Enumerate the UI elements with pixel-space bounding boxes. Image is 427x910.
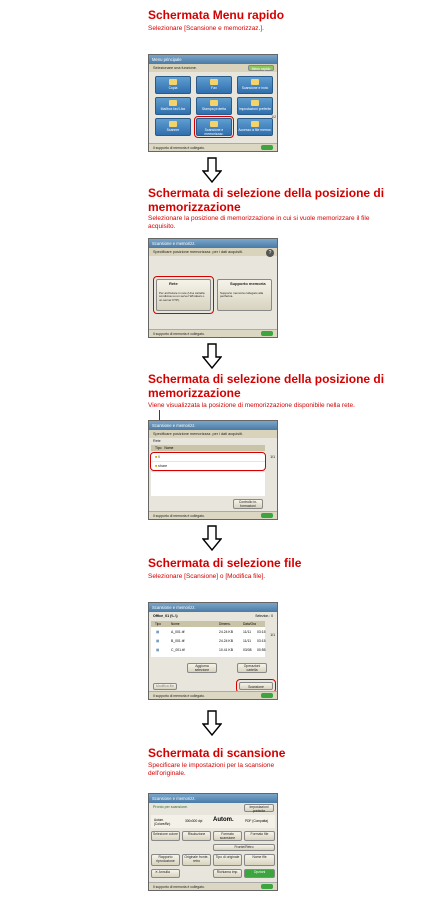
col-type: Tipo xyxy=(155,622,162,626)
tile-scanner[interactable]: Scanner xyxy=(155,118,191,136)
ok-button[interactable] xyxy=(261,693,273,698)
two-sided-original-button[interactable]: Originale fronte-retro xyxy=(182,854,211,866)
folder-operations-button[interactable]: Operazioni cartella xyxy=(237,663,267,673)
step2-heading: Schermata di selezione della posizione di memorizzazione xyxy=(148,186,385,214)
step2-description: Selezionare la posizione di memorizzazione in cui si vuole memorizzare il file acquisito. xyxy=(148,215,370,230)
zoom-ratio-button[interactable]: Rapporto riproduzione xyxy=(151,854,180,866)
color-select-button[interactable]: Selezione colore xyxy=(151,831,180,841)
network-label: Rete xyxy=(169,281,178,286)
files-icon xyxy=(251,121,259,127)
page-indicator: 1/1 xyxy=(270,455,275,459)
tile-secure-print[interactable]: Stampa protetta xyxy=(196,97,232,115)
folder-icon: ■ xyxy=(155,464,158,468)
cancel-button[interactable]: ✕ Annulla xyxy=(151,869,180,878)
screen-subtitle: Specificare posizione memorizzaz. per i dati acquisiti. xyxy=(149,430,277,438)
down-arrow-icon xyxy=(202,157,222,183)
ready-status: Pronto per scansione. xyxy=(153,805,188,809)
screen-title: Scansione e memorizz. xyxy=(149,794,277,803)
list-header xyxy=(151,445,265,451)
print-icon xyxy=(210,100,218,106)
step3-heading: Schermata di selezione della posizione di memorizzazione xyxy=(148,372,385,400)
fax-icon xyxy=(210,79,218,85)
memory-media-label: Supporto memoria xyxy=(230,281,266,286)
tile-scan-store[interactable]: Scansione e memorizzaz. xyxy=(196,118,232,136)
list-empty-area xyxy=(151,472,265,496)
file-selection-screen xyxy=(148,602,278,700)
screen-footer: Il supporto di memoria è collegato. xyxy=(149,143,277,151)
folder-path: Office_01 (\\..\) xyxy=(153,614,178,618)
tile-scan-send[interactable]: Scansione e invio xyxy=(237,76,273,94)
quick-menu-screen xyxy=(148,54,278,152)
settings-summary: Autom. (Colore/Bn) 300x300 dpi Autom. PDF (Compatta) xyxy=(151,815,275,828)
page-indicator: 1/1 xyxy=(270,633,275,637)
scan-settings-screen xyxy=(148,793,278,891)
list-item[interactable]: ■ \\ xyxy=(151,453,265,461)
screen-footer: Il supporto di memoria è collegato. xyxy=(149,511,277,519)
screen-title: Scansione e memorizz. xyxy=(149,603,277,612)
page-indicator: 1/2 xyxy=(271,115,276,119)
update-selection-button[interactable]: Aggiorna selezione xyxy=(187,663,217,673)
file-icon: ▦ xyxy=(156,630,160,634)
original-type-button[interactable]: Tipo di originale xyxy=(213,854,242,866)
help-icon[interactable]: ? xyxy=(266,249,274,257)
ok-button[interactable] xyxy=(261,513,273,518)
col-name: Nome xyxy=(164,446,174,450)
screen-footer: Il supporto di memoria è collegato. xyxy=(149,691,277,699)
screen-footer: Il supporto di memoria è collegato. xyxy=(149,882,277,890)
col-date: Data/Ora xyxy=(243,622,256,626)
file-icon: ▦ xyxy=(156,648,160,652)
col-name: Nome xyxy=(171,622,180,626)
tile-fax[interactable]: Fax xyxy=(196,76,232,94)
scanner-icon xyxy=(169,121,177,127)
selected-count: Selezion.: 0 xyxy=(255,614,273,618)
edit-file-button[interactable]: Modifica file xyxy=(153,683,177,690)
highlight-scan-store xyxy=(194,116,234,138)
memory-media-description: Supporto memoria collegato alla periferica. xyxy=(220,291,264,299)
copy-icon xyxy=(169,79,177,85)
duplex-button[interactable]: Fronte/Retro xyxy=(213,844,275,851)
down-arrow-icon xyxy=(202,710,222,736)
folder-icon: ■ xyxy=(155,455,158,459)
favorites-button[interactable]: Impostazioni preferite xyxy=(244,804,274,812)
step1-description: Selezionare [Scansione e memorizzaz.]. xyxy=(148,25,264,32)
step3-description: Viene visualizzata la posizione di memorizzazione disponibile nella rete. xyxy=(148,402,355,409)
tile-fax-inbox[interactable]: Mailbox fax/I-fax xyxy=(155,97,191,115)
screen-subtitle: Specificare posizione memorizzaz. per i dati acquisiti. xyxy=(149,248,277,256)
tile-copy[interactable]: Copia xyxy=(155,76,191,94)
inbox-icon xyxy=(169,100,177,106)
ok-button[interactable] xyxy=(261,884,273,889)
screen-title: Scansione e memorizz. xyxy=(149,421,277,430)
ok-button[interactable] xyxy=(261,145,273,150)
screen-title: Scansione e memorizz. xyxy=(149,239,277,248)
highlight-network-list xyxy=(150,452,266,471)
resolution-button[interactable]: Risoluzione xyxy=(182,831,211,841)
table-row[interactable]: ▦ C_001.tif 10.41 KB 03/08 00:55 xyxy=(156,648,266,652)
table-row[interactable]: ▦ A_001.tif 24.24 KB 11/11 03:15 xyxy=(156,630,266,634)
down-arrow-icon xyxy=(202,525,222,551)
step5-description: Specificare le impostazioni per la scansione dell'originale. xyxy=(148,762,275,777)
highlight-network xyxy=(153,276,214,314)
tile-favorites[interactable]: Impostazioni preferite xyxy=(237,97,273,115)
step4-description: Selezionare [Scansione] o [Modifica file]. xyxy=(148,573,266,580)
recall-settings-button[interactable]: Richiama imp. xyxy=(213,869,242,878)
table-row[interactable]: ▦ B_001.tif 24.24 KB 11/11 03:15 xyxy=(156,639,266,643)
location-label: Rete xyxy=(153,439,161,443)
close-icon: ✕ xyxy=(155,870,158,874)
network-description: Per archiviare in rete (Una cartella condivisa su un server Windows o un server FTP). xyxy=(159,291,205,302)
file-format-button[interactable]: Formato file xyxy=(244,831,275,841)
file-icon: ▦ xyxy=(156,639,160,643)
screen-title: Menu principale xyxy=(149,55,277,64)
memory-media-button[interactable] xyxy=(217,279,272,311)
step1-heading: Schermata Menu rapido xyxy=(148,8,285,22)
storage-location-screen xyxy=(148,238,278,338)
screen-subtitle: Selezionare una funzione. xyxy=(149,64,277,72)
scan-button[interactable]: Scansione xyxy=(239,682,273,690)
ok-button[interactable] xyxy=(261,331,273,336)
file-list xyxy=(151,627,265,657)
network-location-screen xyxy=(148,420,278,520)
list-item[interactable]: ■ share xyxy=(151,462,265,470)
step5-heading: Schermata di scansione xyxy=(148,746,286,760)
step4-heading: Schermata di selezione file xyxy=(148,556,302,570)
quick-menu-button[interactable]: Menu rapido xyxy=(248,65,274,71)
check-info-button[interactable]: Controllo in-formazioni xyxy=(233,499,263,509)
tile-access-files[interactable]: Accesso a file memor. xyxy=(237,118,273,136)
scan-size-button[interactable]: Formato scansione xyxy=(213,831,242,841)
options-button[interactable]: Opzioni xyxy=(244,869,275,878)
file-name-button[interactable]: Nome file xyxy=(244,854,275,866)
col-size: Dimens. xyxy=(219,622,231,626)
down-arrow-icon xyxy=(202,343,222,369)
star-icon xyxy=(251,100,259,106)
scan-send-icon xyxy=(251,79,259,85)
col-type: Tipo xyxy=(155,446,162,450)
screen-footer: Il supporto di memoria è collegato. xyxy=(149,329,277,337)
